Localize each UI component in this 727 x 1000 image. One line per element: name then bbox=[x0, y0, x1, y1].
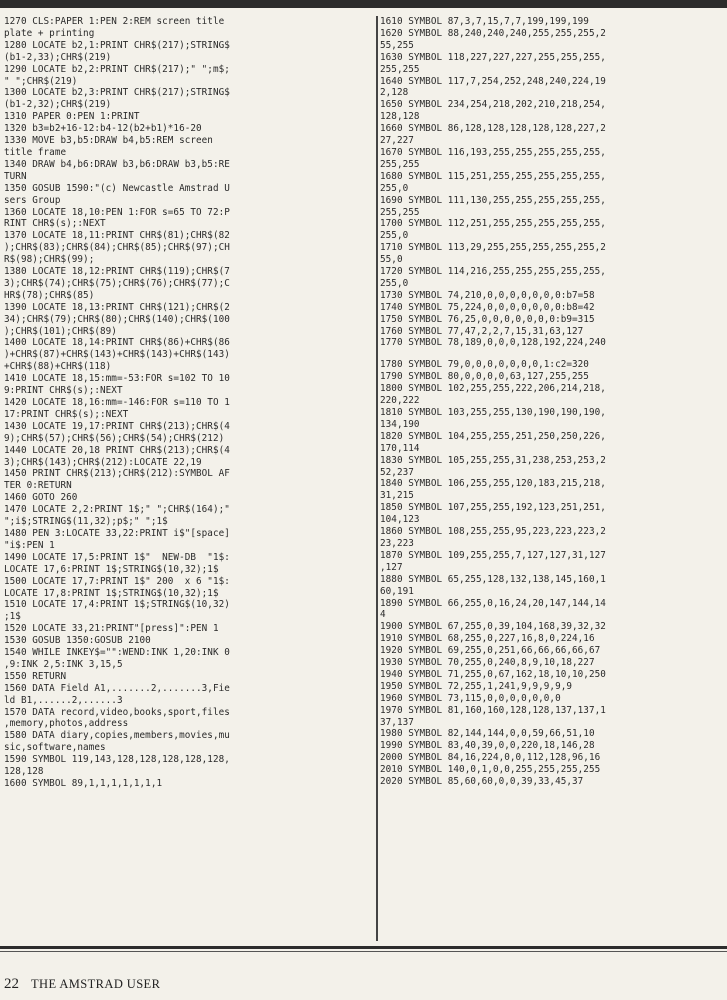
code-line: 2,128 bbox=[380, 87, 409, 99]
code-line: 1750 SYMBOL 76,25,0,0,0,0,0,0,0:b9=315 bbox=[380, 313, 595, 325]
code-line: 1330 MOVE b3,b5:DRAW b4,b5:REM screen bbox=[4, 135, 213, 147]
code-line: 1990 SYMBOL 83,40,39,0,0,220,18,146,28 bbox=[380, 740, 595, 752]
code-line: 1570 DATA record,video,books,sport,files bbox=[4, 706, 230, 718]
code-line: 60,191 bbox=[380, 585, 414, 597]
footer-rule bbox=[0, 946, 727, 949]
code-line: 1710 SYMBOL 113,29,255,255,255,255,255,2 bbox=[380, 242, 606, 254]
code-line: 255,255 bbox=[380, 158, 420, 170]
code-line: 1850 SYMBOL 107,255,255,192,123,251,251, bbox=[380, 502, 606, 514]
column-divider bbox=[376, 16, 378, 941]
code-line: 1370 LOCATE 18,11:PRINT CHR$(81);CHR$(82 bbox=[4, 230, 230, 242]
code-line: R$(98);CHR$(99); bbox=[4, 254, 95, 266]
code-line: 1860 SYMBOL 108,255,255,95,223,223,223,2 bbox=[380, 526, 606, 538]
code-line: 1680 SYMBOL 115,251,255,255,255,255,255, bbox=[380, 170, 606, 182]
code-line: 1980 SYMBOL 82,144,144,0,0,59,66,51,10 bbox=[380, 728, 595, 740]
code-line: 1300 LOCATE b2,3:PRINT CHR$(217);STRING$ bbox=[4, 87, 230, 99]
code-line: 23,223 bbox=[380, 537, 414, 549]
code-line: 1910 SYMBOL 68,255,0,227,16,8,0,224,16 bbox=[380, 633, 595, 645]
code-line: 1740 SYMBOL 75,224,0,0,0,0,0,0,0:b8=42 bbox=[380, 301, 595, 313]
code-line: 1640 SYMBOL 117,7,254,252,248,240,224,19 bbox=[380, 75, 606, 87]
code-line: );CHR$(101);CHR$(89) bbox=[4, 325, 117, 337]
page-number: 22 bbox=[4, 976, 19, 992]
code-line: 1310 PAPER 0:PEN 1:PRINT bbox=[4, 111, 140, 123]
code-line: 1930 SYMBOL 70,255,0,240,8,9,10,18,227 bbox=[380, 657, 595, 669]
page-footer bbox=[4, 976, 160, 993]
code-line: TURN bbox=[4, 170, 27, 182]
code-line: 3);CHR$(74);CHR$(75);CHR$(76);CHR$(77);C bbox=[4, 277, 230, 289]
code-line: 1730 SYMBOL 74,210,0,0,0,0,0,0,0:b7=58 bbox=[380, 289, 595, 301]
code-line: 1320 b3=b2+16-12:b4-12(b2+b1)*16-20 bbox=[4, 123, 202, 135]
code-line: 128,128 bbox=[4, 766, 44, 778]
code-line: 1290 LOCATE b2,2:PRINT CHR$(217);" ";m$; bbox=[4, 63, 230, 75]
code-line: ld B1,......2,......3 bbox=[4, 694, 123, 706]
code-line: 1720 SYMBOL 114,216,255,255,255,255,255, bbox=[380, 266, 606, 278]
code-line: 3);CHR$(143);CHR$(212):LOCATE 22,19 bbox=[4, 456, 202, 468]
code-line: 255,255 bbox=[380, 63, 420, 75]
code-line: 1880 SYMBOL 65,255,128,132,138,145,160,1 bbox=[380, 573, 606, 585]
code-line: 1350 GOSUB 1590:"(c) Newcastle Amstrad U bbox=[4, 182, 230, 194]
code-line: );CHR$(83);CHR$(84);CHR$(85);CHR$(97);CH bbox=[4, 242, 230, 254]
code-line: 128,128 bbox=[380, 111, 420, 123]
code-line: sers Group bbox=[4, 194, 61, 206]
code-line: plate + printing bbox=[4, 27, 95, 39]
code-line: 1900 SYMBOL 67,255,0,39,104,168,39,32,32 bbox=[380, 621, 606, 633]
code-line: 1490 LOCATE 17,5:PRINT 1$" NEW-DB "1$: bbox=[4, 551, 230, 563]
code-line: 1420 LOCATE 18,16:mm=-146:FOR s=110 TO 1 bbox=[4, 397, 230, 408]
listing-column-right bbox=[380, 16, 727, 944]
code-line: 1940 SYMBOL 71,255,0,67,162,18,10,10,250 bbox=[380, 668, 606, 680]
code-line: 1390 LOCATE 18,13:PRINT CHR$(121);CHR$(2 bbox=[4, 301, 230, 313]
code-line: 1810 SYMBOL 103,255,255,130,190,190,190, bbox=[380, 407, 606, 418]
code-line: 1460 GOTO 260 bbox=[4, 492, 78, 504]
code-line: 1820 SYMBOL 104,255,255,251,250,250,226, bbox=[380, 430, 606, 442]
code-line: 1670 SYMBOL 116,193,255,255,255,255,255, bbox=[380, 146, 606, 158]
code-line: 1600 SYMBOL 89,1,1,1,1,1,1,1 bbox=[4, 778, 163, 789]
code-line: ,9:INK 2,5:INK 3,15,5 bbox=[4, 658, 123, 670]
code-line: 1270 CLS:PAPER 1:PEN 2:REM screen title bbox=[4, 16, 225, 27]
code-line: 55,0 bbox=[380, 254, 403, 266]
code-line: 31,215 bbox=[380, 490, 414, 502]
magazine-title: THE AMSTRAD USER bbox=[31, 977, 161, 991]
code-line: 1580 DATA diary,copies,members,movies,mu bbox=[4, 730, 230, 742]
top-rule bbox=[0, 0, 727, 8]
code-line: HR$(78);CHR$(85) bbox=[4, 289, 95, 301]
code-line: ,memory,photos,address bbox=[4, 718, 129, 730]
code-line: 17:PRINT CHR$(s);:NEXT bbox=[4, 408, 129, 420]
footer-rule-thin bbox=[0, 951, 727, 952]
code-line: +CHR$(88)+CHR$(118) bbox=[4, 361, 112, 373]
code-line: 1340 DRAW b4,b6:DRAW b3,b6:DRAW b3,b5:RE bbox=[4, 158, 230, 170]
code-line: TER 0:RETURN bbox=[4, 480, 72, 492]
code-line: 1530 GOSUB 1350:GOSUB 2100 bbox=[4, 635, 151, 647]
listing-gap bbox=[380, 349, 727, 359]
code-line: 1690 SYMBOL 111,130,255,255,255,255,255, bbox=[380, 194, 606, 206]
code-line: 1830 SYMBOL 105,255,255,31,238,253,253,2 bbox=[380, 454, 606, 466]
code-line: 255,255 bbox=[380, 206, 420, 218]
code-line: 1890 SYMBOL 66,255,0,16,24,20,147,144,14 bbox=[380, 597, 606, 609]
code-line: ";i$;STRING$(11,32);p$;" ";1$ bbox=[4, 516, 168, 528]
code-line: 9:PRINT CHR$(s);:NEXT bbox=[4, 385, 123, 397]
code-line: 34);CHR$(79);CHR$(80);CHR$(140);CHR$(100 bbox=[4, 313, 230, 325]
code-line: 220,222 bbox=[380, 395, 420, 407]
code-line: 170,114 bbox=[380, 442, 420, 454]
code-line: 1510 LOCATE 17,4:PRINT 1$;STRING$(10,32) bbox=[4, 599, 230, 611]
code-line: (b1-2,32);CHR$(219) bbox=[4, 99, 112, 111]
code-line: 1610 SYMBOL 87,3,7,15,7,7,199,199,199 bbox=[380, 16, 589, 27]
code-line: LOCATE 17,6:PRINT 1$;STRING$(10,32);1$ bbox=[4, 563, 219, 575]
code-line: 1770 SYMBOL 78,189,0,0,0,128,192,224,240 bbox=[380, 337, 606, 349]
code-line: 1950 SYMBOL 72,255,1,241,9,9,9,9,9 bbox=[380, 680, 573, 692]
code-line: 255,0 bbox=[380, 230, 409, 242]
code-line: 1410 LOCATE 18,15:mm=-53:FOR s=102 TO 10 bbox=[4, 373, 230, 385]
code-line: 1450 PRINT CHR$(213);CHR$(212):SYMBOL AF bbox=[4, 468, 230, 480]
code-line: 1760 SYMBOL 77,47,2,2,7,15,31,63,127 bbox=[380, 325, 584, 337]
code-line: 1280 LOCATE b2,1:PRINT CHR$(217);STRING$ bbox=[4, 39, 230, 51]
code-line: "i$:PEN 1 bbox=[4, 539, 55, 551]
code-line: title frame bbox=[4, 146, 67, 158]
code-line: 1630 SYMBOL 118,227,227,227,255,255,255, bbox=[380, 51, 606, 63]
code-line: sic,software,names bbox=[4, 742, 106, 754]
code-line: 1780 SYMBOL 79,0,0,0,0,0,0,0,1:c2=320 bbox=[380, 359, 589, 371]
code-line: 1660 SYMBOL 86,128,128,128,128,128,227,2 bbox=[380, 123, 606, 135]
code-line: 1920 SYMBOL 69,255,0,251,66,66,66,66,67 bbox=[380, 645, 601, 657]
code-line: ,127 bbox=[380, 561, 403, 573]
code-line: 104,123 bbox=[380, 514, 420, 526]
code-line: 1500 LOCATE 17,7:PRINT 1$" 200 x 6 "1$: bbox=[4, 575, 230, 587]
listing-page bbox=[0, 16, 727, 944]
code-line: 1870 SYMBOL 109,255,255,7,127,127,31,127 bbox=[380, 549, 606, 561]
code-line: 1430 LOCATE 19,17:PRINT CHR$(213);CHR$(4 bbox=[4, 420, 230, 432]
code-line: 27,227 bbox=[380, 135, 414, 147]
code-line: 1540 WHILE INKEY$="":WEND:INK 1,20:INK 0 bbox=[4, 647, 230, 659]
code-line: 1520 LOCATE 33,21:PRINT"[press]":PEN 1 bbox=[4, 623, 219, 635]
code-line: LOCATE 17,8:PRINT 1$;STRING$(10,32);1$ bbox=[4, 587, 219, 599]
code-line: 1960 SYMBOL 73,115,0,0,0,0,0,0,0 bbox=[380, 692, 561, 704]
listing-column-left bbox=[4, 16, 374, 944]
code-line: 4 bbox=[380, 609, 386, 621]
code-line: 1550 RETURN bbox=[4, 670, 67, 682]
code-line: 1650 SYMBOL 234,254,218,202,210,218,254, bbox=[380, 99, 606, 111]
code-line: 1360 LOCATE 18,10:PEN 1:FOR s=65 TO 72:P bbox=[4, 206, 230, 218]
code-line: RINT CHR$(s);:NEXT bbox=[4, 218, 106, 230]
code-line: " ";CHR$(219) bbox=[4, 75, 78, 87]
code-line: 255,0 bbox=[380, 182, 409, 194]
code-line: 1400 LOCATE 18,14:PRINT CHR$(86)+CHR$(86 bbox=[4, 337, 230, 349]
code-line: 1790 SYMBOL 80,0,0,0,0,63,127,255,255 bbox=[380, 371, 589, 383]
code-line: )+CHR$(87)+CHR$(143)+CHR$(143)+CHR$(143) bbox=[4, 349, 230, 361]
code-line: 2010 SYMBOL 140,0,1,0,0,255,255,255,255 bbox=[380, 764, 601, 776]
code-line: 1800 SYMBOL 102,255,255,222,206,214,218, bbox=[380, 383, 606, 395]
code-line: 52,237 bbox=[380, 466, 414, 478]
code-line: 1970 SYMBOL 81,160,160,128,128,137,137,1 bbox=[380, 704, 606, 716]
code-line: 55,255 bbox=[380, 39, 414, 51]
code-line: 37,137 bbox=[380, 716, 414, 728]
code-line: 1560 DATA Field A1,.......2,.......3,Fie bbox=[4, 682, 230, 694]
code-line: (b1-2,33);CHR$(219) bbox=[4, 51, 112, 63]
code-line: 9);CHR$(57);CHR$(56);CHR$(54);CHR$(212) bbox=[4, 432, 225, 444]
code-line: 2020 SYMBOL 85,60,60,0,0,39,33,45,37 bbox=[380, 776, 584, 788]
code-line: 1700 SYMBOL 112,251,255,255,255,255,255, bbox=[380, 218, 606, 230]
code-line: 1480 PEN 3:LOCATE 33,22:PRINT i$"[space] bbox=[4, 527, 230, 539]
code-line: 255,0 bbox=[380, 277, 409, 289]
code-line: 1380 LOCATE 18,12:PRINT CHR$(119);CHR$(7 bbox=[4, 266, 230, 278]
code-line: 2000 SYMBOL 84,16,224,0,0,112,128,96,16 bbox=[380, 752, 601, 764]
code-line: 1440 LOCATE 20,18 PRINT CHR$(213);CHR$(4 bbox=[4, 444, 230, 456]
code-line: 134,190 bbox=[380, 418, 420, 430]
code-line: 1840 SYMBOL 106,255,255,120,183,215,218, bbox=[380, 478, 606, 490]
code-line: 1590 SYMBOL 119,143,128,128,128,128,128, bbox=[4, 754, 230, 766]
code-line: ;1$ bbox=[4, 611, 21, 623]
code-line: 1470 LOCATE 2,2:PRINT 1$;" ";CHR$(164);" bbox=[4, 504, 230, 516]
code-line: 1620 SYMBOL 88,240,240,240,255,255,255,2 bbox=[380, 27, 606, 39]
